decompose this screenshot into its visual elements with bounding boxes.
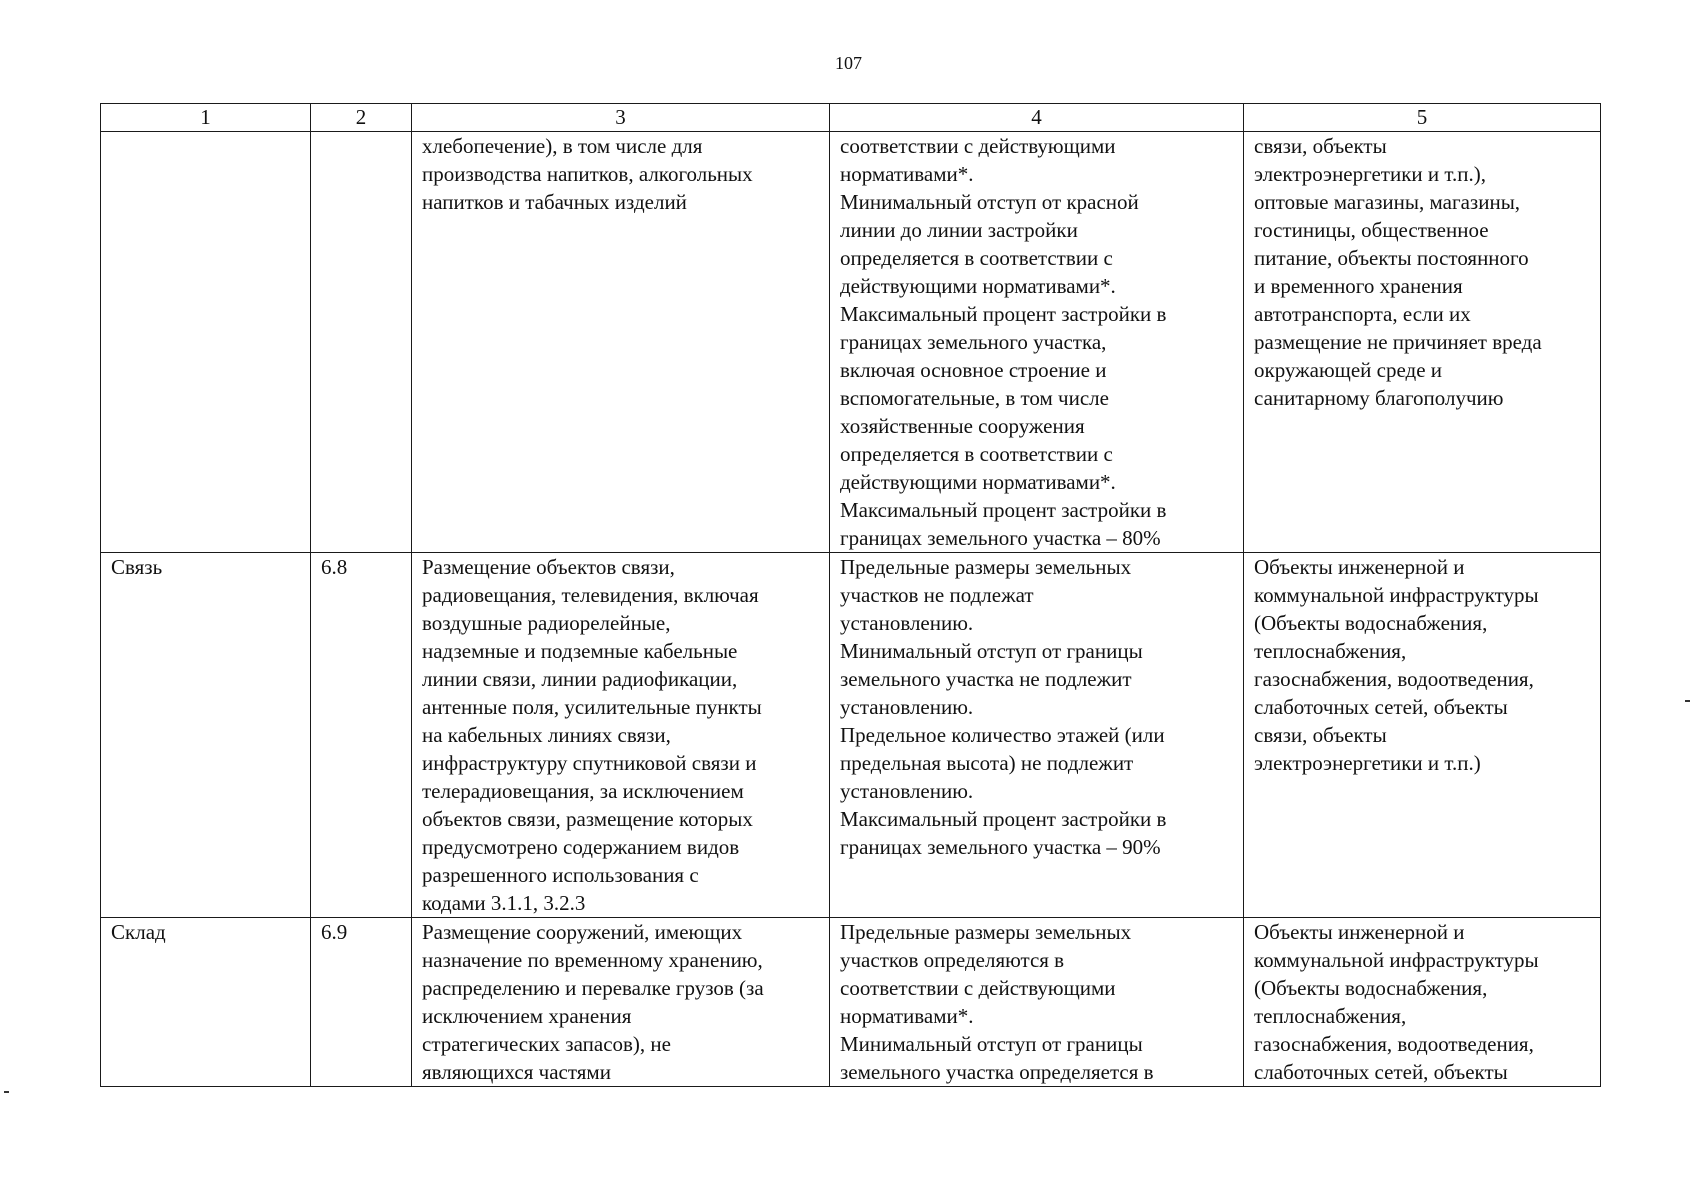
cell-use-description: хлебопечение), в том числе для производства напитков, алкогольных напитков и табачных изделий xyxy=(412,132,830,553)
cell-auxiliary-uses: связи, объекты электроэнергетики и т.п.), оптовые магазины, магазины, гостиницы, общественное питание, объекты постоянного и временного хранения автотранспорта, если их размещение не причиняет вреда окружающей среде и санитарному благополучию xyxy=(1244,132,1601,553)
cell-parameters: Предельные размеры земельных участков не подлежат установлению. Минимальный отступ от границы земельного участка не подлежит установлению. Предельное количество этажей (или предельная высота) не подлежит установлению. Максимальный процент застройки в границах земельного участка – 90% xyxy=(830,553,1244,918)
table-header-row xyxy=(101,104,1601,132)
cell-use-description: Размещение объектов связи, радиовещания, телевидения, включая воздушные радиорелейные, надземные и подземные кабельные линии связи, линии радиофикации, антенные поля, усилительные пункты на кабельных линиях связи, инфраструктуру спутниковой связи и телерадиовещания, за исключением объектов связи, размещение которых предусмотрено содержанием видов разрешенного использования с кодами 3.1.1, 3.2.3 xyxy=(412,553,830,918)
table-row xyxy=(101,918,1601,1087)
cell-use-name: Склад xyxy=(101,918,311,1087)
cell-use-code xyxy=(311,132,412,553)
column-header-5: 5 xyxy=(1244,104,1601,132)
scan-artifact-mark xyxy=(4,1091,9,1093)
table-row xyxy=(101,553,1601,918)
column-header-2: 2 xyxy=(311,104,412,132)
zoning-table xyxy=(100,103,1601,1087)
column-header-3: 3 xyxy=(412,104,830,132)
cell-parameters: соответствии с действующими нормативами*. Минимальный отступ от красной линии до линии застройки определяется в соответствии с действующими нормативами*. Максимальный процент застройки в границах земельного участка, включая основное строение и вспомогательные, в том числе хозяйственные сооружения определяется в соответствии с действующими нормативами*. Максимальный процент застройки в границах земельного участка – 80% xyxy=(830,132,1244,553)
table-row xyxy=(101,132,1601,553)
cell-use-code: 6.8 xyxy=(311,553,412,918)
column-header-1: 1 xyxy=(101,104,311,132)
cell-use-name xyxy=(101,132,311,553)
column-header-4: 4 xyxy=(830,104,1244,132)
page-number: 107 xyxy=(835,53,862,73)
cell-parameters: Предельные размеры земельных участков определяются в соответствии с действующими нормативами*. Минимальный отступ от границы земельного участка определяется в xyxy=(830,918,1244,1087)
cell-use-description: Размещение сооружений, имеющих назначение по временному хранению, распределению и перевалке грузов (за исключением хранения стратегических запасов), не являющихся частями xyxy=(412,918,830,1087)
scan-artifact-mark xyxy=(1685,700,1690,702)
cell-use-code: 6.9 xyxy=(311,918,412,1087)
cell-use-name: Связь xyxy=(101,553,311,918)
cell-auxiliary-uses: Объекты инженерной и коммунальной инфраструктуры (Объекты водоснабжения, теплоснабжения, газоснабжения, водоотведения, слаботочных сетей, объекты связи, объекты электроэнергетики и т.п.) xyxy=(1244,553,1601,918)
cell-auxiliary-uses: Объекты инженерной и коммунальной инфраструктуры (Объекты водоснабжения, теплоснабжения, газоснабжения, водоотведения, слаботочных сетей, объекты xyxy=(1244,918,1601,1087)
